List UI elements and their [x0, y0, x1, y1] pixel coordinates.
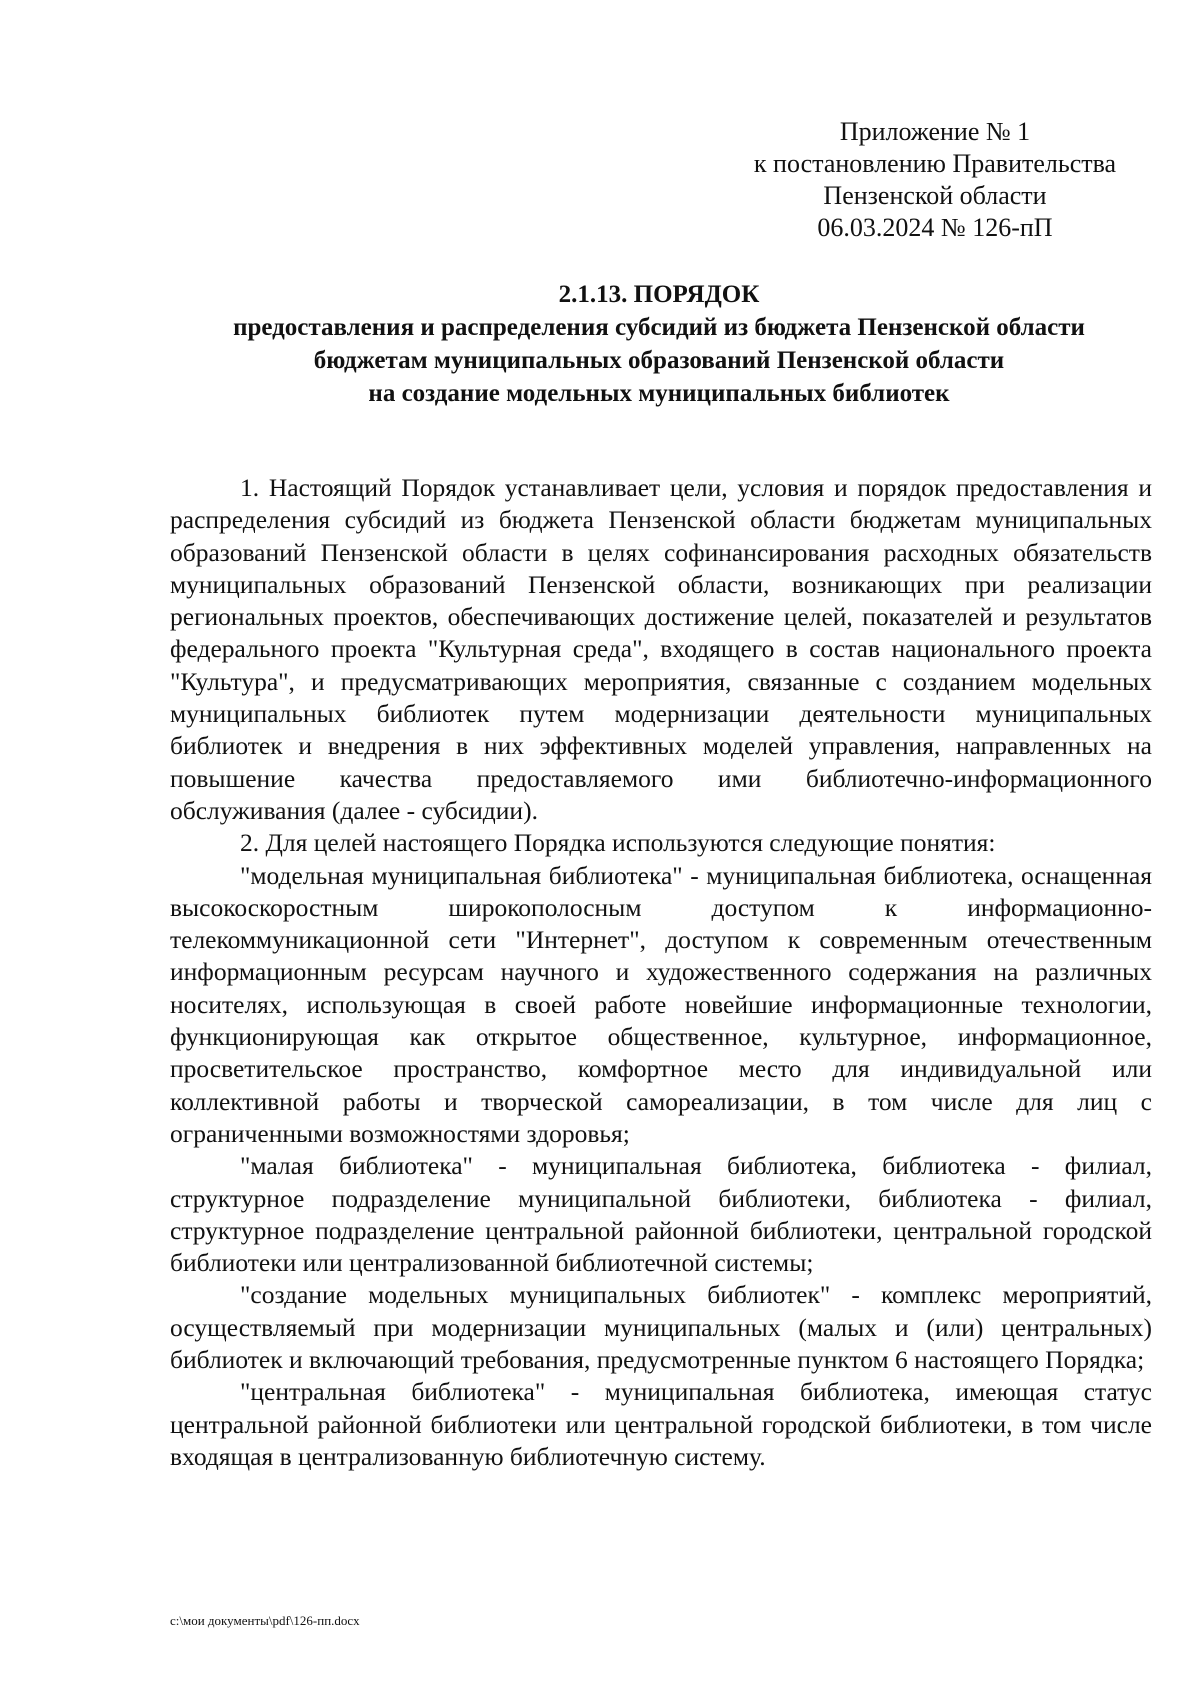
document-title: [150, 278, 1168, 410]
definition-central-library: "центральная библиотека" - муниципальная библиотека, имеющая статус центральной районной библиотеки или центральной городской библиотеки, в том числе входящая в централизованную библиотечную систему.: [170, 1377, 1152, 1471]
appendix-date-number: 06.03.2024 № 126-пП: [817, 213, 1053, 242]
file-path-footer: c:\мои документы\pdf\126-пп.docx: [170, 1613, 360, 1628]
appendix-number: Приложение № 1: [839, 117, 1031, 146]
appendix-resolution-ref: к постановлению Правительства: [753, 149, 1117, 178]
title-line-4: на создание модельных муниципальных библиотек: [368, 380, 950, 407]
document-body: [170, 472, 1152, 1473]
definition-model-library: "модельная муниципальная библиотека" - муниципальная библиотека, оснащенная высокоскоростным широкополосным доступом к информационно-телекоммуникационной сети "Интернет", доступом к современным отечественным информационным ресурсам научного и художественного содержания на различных носителях, использующая в своей работе новейшие информационные технологии, функционирующая как открытое общественное, культурное, информационное, просветительское пространство, комфортное место для индивидуальной или коллективной работы и творческой самореализации, в том числе для лиц с ограниченными возможностями здоровья;: [170, 860, 1152, 1148]
title-line-1: 2.1.13. ПОРЯДОК: [558, 281, 760, 308]
title-line-2: предоставления и распределения субсидий из бюджета Пензенской области: [233, 314, 1085, 341]
definition-small-library: "малая библиотека" - муниципальная библиотека, библиотека - филиал, структурное подразделение муниципальной библиотеки, библиотека - филиал, структурное подразделение центральной районной библиотеки, центральной городской библиотеки или централизованной библиотечной системы;: [170, 1151, 1152, 1278]
appendix-header: [715, 116, 1155, 244]
paragraph-1: 1. Настоящий Порядок устанавливает цели, условия и порядок предоставления и распределения субсидий из бюджета Пензенской области бюджетам муниципальных образований Пензенской области в целях софинансирования расходных обязательств муниципальных образований Пензенской области, возникающих при реализации региональных проектов, обеспечивающих достижение целей, показателей и результатов федерального проекта "Культурная среда", входящего в состав национального проекта "Культура", и предусматривающих мероприятия, связанные с созданием модельных муниципальных библиотек путем модернизации деятельности муниципальных библиотек и внедрения в них эффективных моделей управления, направленных на повышение качества предоставляемого ими библиотечно-информационного обслуживания (далее - субсидии).: [170, 473, 1152, 825]
paragraph-2: 2. Для целей настоящего Порядка используются следующие понятия:: [240, 828, 996, 858]
definition-creating-model-libraries: "создание модельных муниципальных библиотек" - комплекс мероприятий, осуществляемый при модернизации муниципальных (малых и (или) центральных) библиотек и включающий требования, предусмотренные пунктом 6 настоящего Порядка;: [170, 1280, 1152, 1375]
title-line-3: бюджетам муниципальных образований Пензенской области: [313, 347, 1005, 374]
appendix-region: Пензенской области: [823, 181, 1047, 210]
